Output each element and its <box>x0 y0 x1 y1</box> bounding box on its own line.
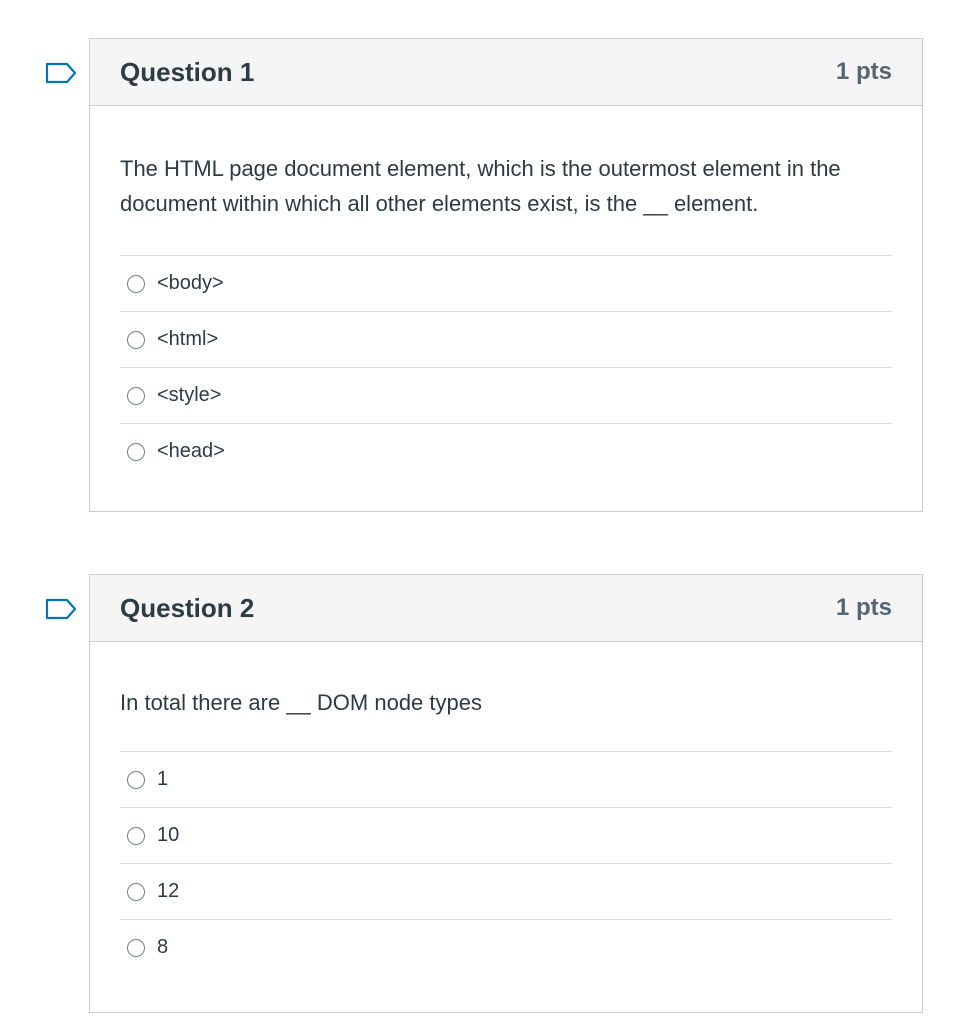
answer-label[interactable]: <style> <box>157 384 222 406</box>
answer-list <box>120 255 892 479</box>
radio-button[interactable] <box>127 331 145 349</box>
radio-button[interactable] <box>127 387 145 405</box>
question-points: 1 pts <box>835 58 892 85</box>
question-text: The HTML page document element, which is the outermost element in the document within which all other elements exist, is the __ element. <box>120 156 841 216</box>
question-text: In total there are __ DOM node types <box>120 690 482 715</box>
answer-option[interactable] <box>120 863 892 919</box>
question-card <box>89 38 923 512</box>
answer-label[interactable]: 1 <box>157 768 169 790</box>
answer-option[interactable] <box>120 751 892 807</box>
question-card <box>89 574 923 1013</box>
answer-label[interactable]: 12 <box>157 880 180 902</box>
answer-label[interactable]: <body> <box>157 272 224 294</box>
answer-option[interactable] <box>120 807 892 863</box>
question-points: 1 pts <box>835 594 892 621</box>
flag-question-icon[interactable] <box>45 598 77 620</box>
answer-option[interactable] <box>120 423 892 479</box>
radio-button[interactable] <box>127 771 145 789</box>
question-body <box>90 642 922 975</box>
radio-button[interactable] <box>127 883 145 901</box>
radio-button[interactable] <box>127 443 145 461</box>
answer-list <box>120 751 892 975</box>
question-body <box>90 106 922 479</box>
question-title: Question 2 <box>120 592 255 623</box>
flag-question-icon[interactable] <box>45 62 77 84</box>
answer-option[interactable] <box>120 255 892 311</box>
radio-button[interactable] <box>127 939 145 957</box>
question-header <box>90 39 922 106</box>
answer-label[interactable]: 8 <box>157 936 169 958</box>
answer-option[interactable] <box>120 367 892 423</box>
radio-button[interactable] <box>127 827 145 845</box>
answer-label[interactable]: <head> <box>157 440 225 462</box>
answer-label[interactable]: 10 <box>157 824 180 846</box>
question-title: Question 1 <box>120 56 255 87</box>
question-header <box>90 575 922 642</box>
radio-button[interactable] <box>127 275 145 293</box>
answer-option[interactable] <box>120 311 892 367</box>
answer-label[interactable]: <html> <box>157 328 219 350</box>
answer-option[interactable] <box>120 919 892 975</box>
